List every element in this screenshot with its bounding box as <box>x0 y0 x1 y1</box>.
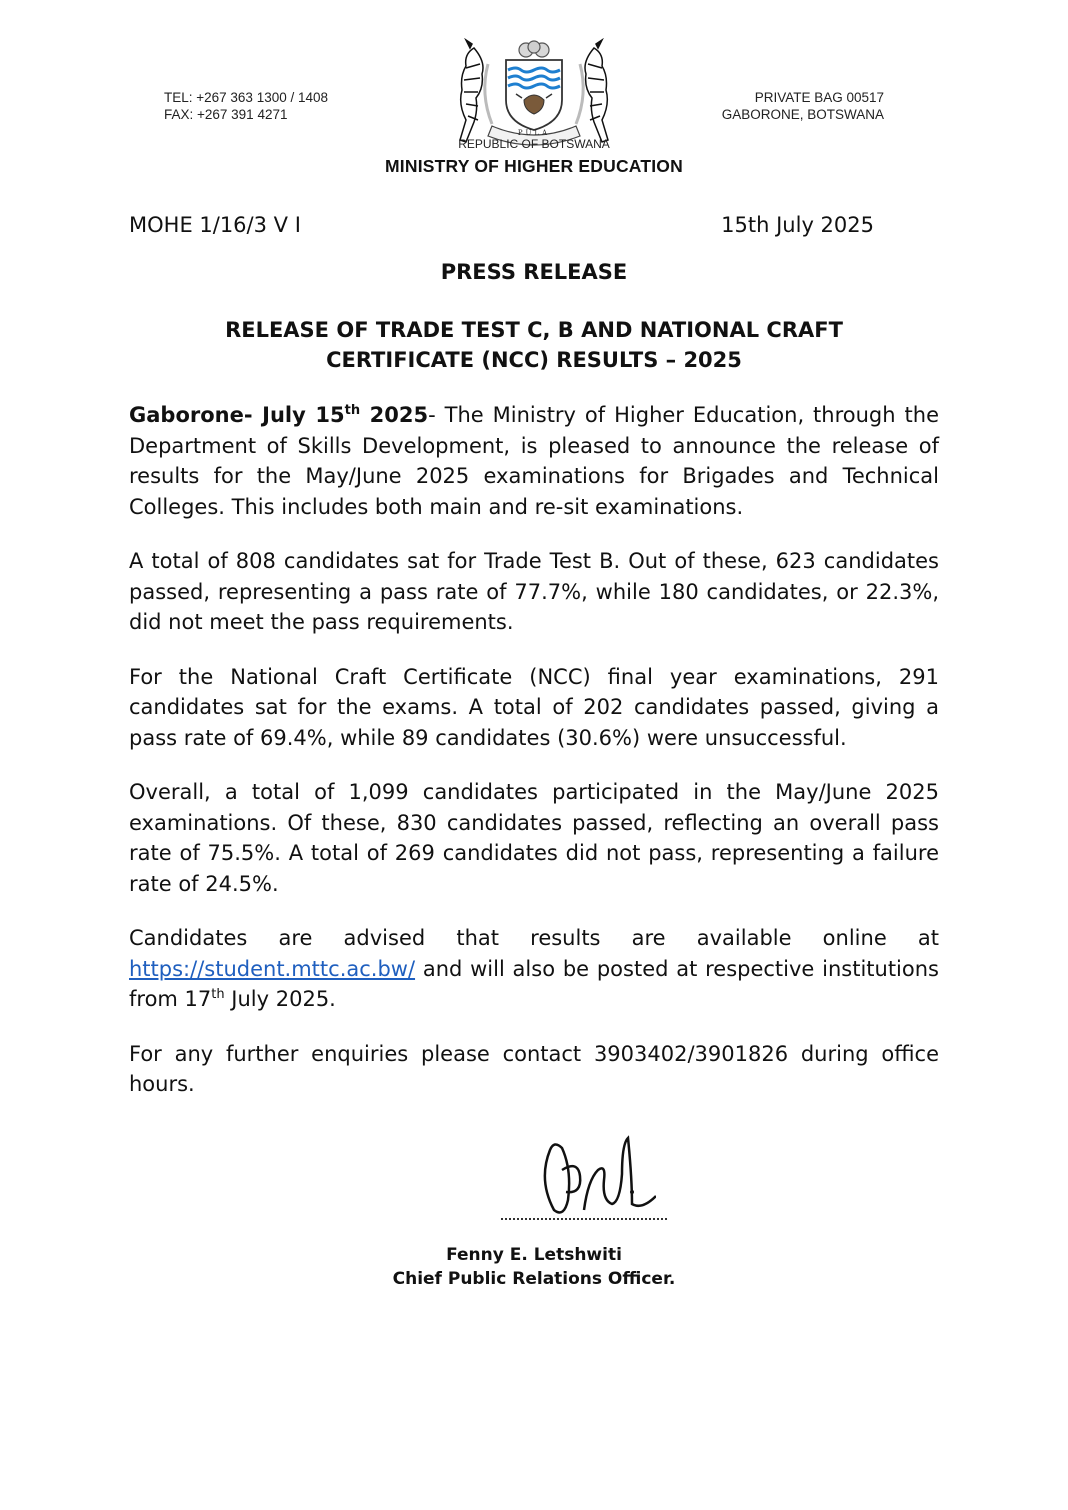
subject-line-2: CERTIFICATE (NCC) RESULTS – 2025 <box>326 348 742 372</box>
paragraph-trade-test-b: A total of 808 candidates sat for Trade Test B. Out of these, 623 candidates passed, representing a pass rate of 77.7%, while 180 candidates, or 22.3%, did not meet the pass requirements. <box>129 549 939 634</box>
coat-motto: PULA <box>517 129 551 137</box>
dateline-sup: th <box>344 403 361 418</box>
left-zebra-icon <box>460 40 483 142</box>
reference-number: MOHE 1/16/3 V I <box>129 213 301 237</box>
dateline-text: Gaborone- July 15 <box>129 403 345 427</box>
press-body <box>129 400 939 1124</box>
results-text-end: July 2025. <box>224 987 336 1011</box>
signatory-name: Fenny E. Letshwiti <box>446 1245 622 1265</box>
signatory-title: Chief Public Relations Officer. <box>392 1269 676 1289</box>
results-date-sup: th <box>211 987 225 1002</box>
city-address: GABORONE, BOTSWANA <box>721 107 884 122</box>
results-portal-link[interactable]: https://student.mttc.ac.bw/ <box>129 956 416 981</box>
paragraph-ncc: For the National Craft Certificate (NCC) final year examinations, 291 candidates sat for the exams. A total of 202 candidates passed, giving a pass rate of 69.4%, while 89 candidates (30.6%) were unsuccessful. <box>129 664 939 750</box>
right-zebra-icon <box>585 40 608 142</box>
republic-label: REPUBLIC OF BOTSWANA <box>458 137 610 151</box>
subject-heading <box>150 315 918 375</box>
release-date: 15th July 2025 <box>721 213 874 237</box>
postal-address: PRIVATE BAG 00517 <box>754 90 884 105</box>
results-text-after: and will also be posted at respective institutions from 17 <box>129 956 939 1011</box>
page-title: PRESS RELEASE <box>440 260 628 284</box>
telephone: TEL: +267 363 1300 / 1408 <box>164 90 329 105</box>
intro-text: - The Ministry of Higher Education, through the Department of Skills Development, is pleased to announce the release of results for the May/June 2025 examinations for Brigades and Technical Colleges. This includes both main and re-sit examinations. <box>129 403 939 519</box>
signatory-block <box>0 1243 1068 1291</box>
fax: FAX: +267 391 4271 <box>164 107 288 122</box>
coat-of-arms-icon <box>444 38 624 150</box>
ministry-name: MINISTRY OF HIGHER EDUCATION <box>385 156 683 176</box>
paragraph-intro <box>129 400 939 522</box>
results-text-before: Candidates are advised that results are available online at <box>129 926 939 950</box>
paragraph-overall: Overall, a total of 1,099 candidates participated in the May/June 2025 examinations. Of these, 830 candidates passed, reflecting an overall pass rate of 75.5%. A total of 269 candidates did not pass, representing a failure rate of 24.5%. <box>129 780 939 896</box>
contact-block <box>164 89 328 123</box>
dateline-year: 2025 <box>360 403 429 427</box>
paragraph-enquiries: For any further enquiries please contact 3903402/3901826 during office hours. <box>129 1041 939 1096</box>
dateline <box>129 403 428 427</box>
subject-line-1: RELEASE OF TRADE TEST C, B AND NATIONAL CRAFT <box>225 318 843 342</box>
address-block <box>722 89 884 123</box>
paragraph-results-online <box>129 923 939 1015</box>
signature-line <box>501 1218 667 1220</box>
signature-icon <box>536 1130 656 1222</box>
